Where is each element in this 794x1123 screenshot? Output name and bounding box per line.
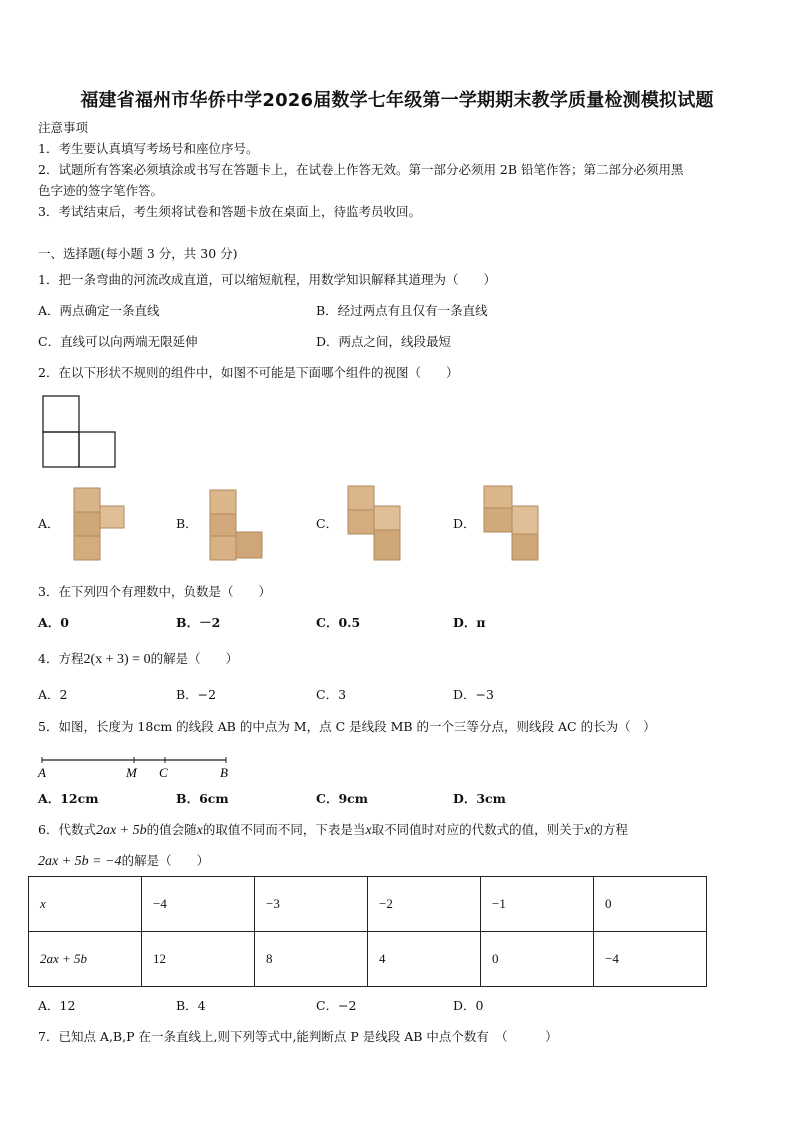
q6-option-b: B．4 [176, 998, 206, 1013]
q6-stem-line2 [38, 852, 209, 871]
table-cell: 0 [594, 877, 707, 932]
q1-stem: 1．把一条弯曲的河流改成直道，可以缩短航程，用数学知识解释其道理为（ ） [38, 272, 496, 287]
q4-equation: 2(x + 3) = 0 [83, 652, 151, 667]
table-cell: 4 [368, 932, 481, 987]
q4-option-a: A．2 [38, 687, 68, 702]
q2-block-a-image [68, 484, 128, 564]
q5-label-m: M [126, 765, 137, 780]
q5-label-a: A [38, 765, 46, 780]
q6-var-3: x [584, 823, 591, 838]
page-title: 福建省福州市华侨中学2026届数学七年级第一学期期末教学质量检测模拟试题 [80, 90, 714, 111]
q2-view-figure [40, 394, 120, 470]
table-cell: 8 [255, 932, 368, 987]
table-cell: 2ax + 5b [29, 932, 142, 987]
table-cell: −1 [481, 877, 594, 932]
notice-item-2-cont: 色字迹的签字笔作答。 [38, 183, 164, 198]
q1-option-b: B．经过两点有且仅有一条直线 [316, 303, 488, 318]
q4-option-b: B．−2 [176, 687, 217, 702]
q3-option-c: C．0.5 [316, 615, 361, 630]
table-cell: x [29, 877, 142, 932]
q1-option-d: D．两点之间，线段最短 [316, 334, 452, 349]
section-heading: 一、选择题(每小题 3 分，共 30 分) [38, 246, 238, 261]
q6-expression: 2ax + 5b [95, 823, 147, 838]
q1-option-c: C．直线可以向两端无限延伸 [38, 334, 198, 349]
q6-stem-mid1: 的值会随 [146, 822, 197, 837]
q6-equation: 2ax + 5b = −4 [38, 854, 122, 869]
q5-option-b: B．6cm [176, 791, 229, 806]
q2-option-c: C． [316, 516, 339, 531]
notice-heading: 注意事项 [38, 120, 89, 135]
q2-block-b-image [204, 488, 266, 564]
table-cell: −3 [255, 877, 368, 932]
q2-stem: 2．在以下形状不规则的组件中，如图不可能是下面哪个组件的视图（ ） [38, 365, 459, 380]
q4-stem-prefix: 4．方程 [38, 651, 84, 666]
q3-stem: 3．在下列四个有理数中，负数是（ ） [38, 584, 271, 599]
notice-item-3: 3．考试结束后，考生须将试卷和答题卡放在桌面上，待监考员收回。 [38, 204, 421, 219]
q4-stem [38, 650, 238, 669]
table-cell: 12 [142, 932, 255, 987]
q5-label-b: B [220, 765, 228, 780]
q6-value-table [28, 876, 707, 987]
q4-option-d: D．−3 [453, 687, 494, 702]
table-row [29, 932, 707, 987]
q2-option-a: A． [38, 516, 60, 531]
q5-stem: 5．如图，长度为 18cm 的线段 AB 的中点为 M，点 C 是线段 MB 的一个三等分点，则线段 AC 的长为（ ） [38, 719, 656, 734]
q5-label-c: C [159, 765, 168, 780]
q2-block-d-image [480, 484, 544, 564]
q5-segment-figure [36, 752, 236, 782]
table-cell: −2 [368, 877, 481, 932]
q3-option-b: B．－2 [176, 615, 221, 630]
q4-stem-suffix: 的解是（ ） [150, 651, 239, 666]
q6-stem-mid2: 的取值不同而不同，下表是当 [202, 822, 366, 837]
q4-option-c: C．3 [316, 687, 347, 702]
q6-stem-line1 [38, 821, 628, 840]
q6-stem-suffix: 的解是（ ） [121, 853, 210, 868]
q6-option-c: C．−2 [316, 998, 357, 1013]
q5-option-a: A．12cm [38, 791, 99, 806]
table-cell: 0 [481, 932, 594, 987]
q1-option-a: A．两点确定一条直线 [38, 303, 160, 318]
q7-stem: 7．已知点 A,B,P 在一条直线上,则下列等式中,能判断点 P 是线段 AB 中点个数有 （ ） [38, 1029, 558, 1044]
q6-var-1: x [196, 823, 203, 838]
notice-item-2: 2．试题所有答案必须填涂或书写在答题卡上，在试卷上作答无效。第一部分必须用 2B 铅笔作答；第二部分必须用黑 [38, 162, 684, 177]
q3-option-d: D．π [453, 615, 486, 630]
q6-var-2: x [365, 823, 372, 838]
q5-option-d: D．3cm [453, 791, 506, 806]
notice-item-1: 1．考生要认真填写考场号和座位序号。 [38, 141, 259, 156]
table-cell: −4 [142, 877, 255, 932]
q6-option-d: D．0 [453, 998, 484, 1013]
q6-stem-prefix: 6．代数式 [38, 822, 96, 837]
q2-option-d: D． [453, 516, 476, 531]
q6-option-a: A．12 [38, 998, 76, 1013]
q6-stem-mid3: 取不同值时对应的代数式的值，则关于 [371, 822, 585, 837]
table-row [29, 877, 707, 932]
q2-option-b: B． [176, 516, 198, 531]
q5-option-c: C．9cm [316, 791, 368, 806]
q2-block-c-image [344, 484, 406, 564]
q6-stem-mid4: 的方程 [590, 822, 628, 837]
table-cell: −4 [594, 932, 707, 987]
q3-option-a: A．0 [38, 615, 69, 630]
